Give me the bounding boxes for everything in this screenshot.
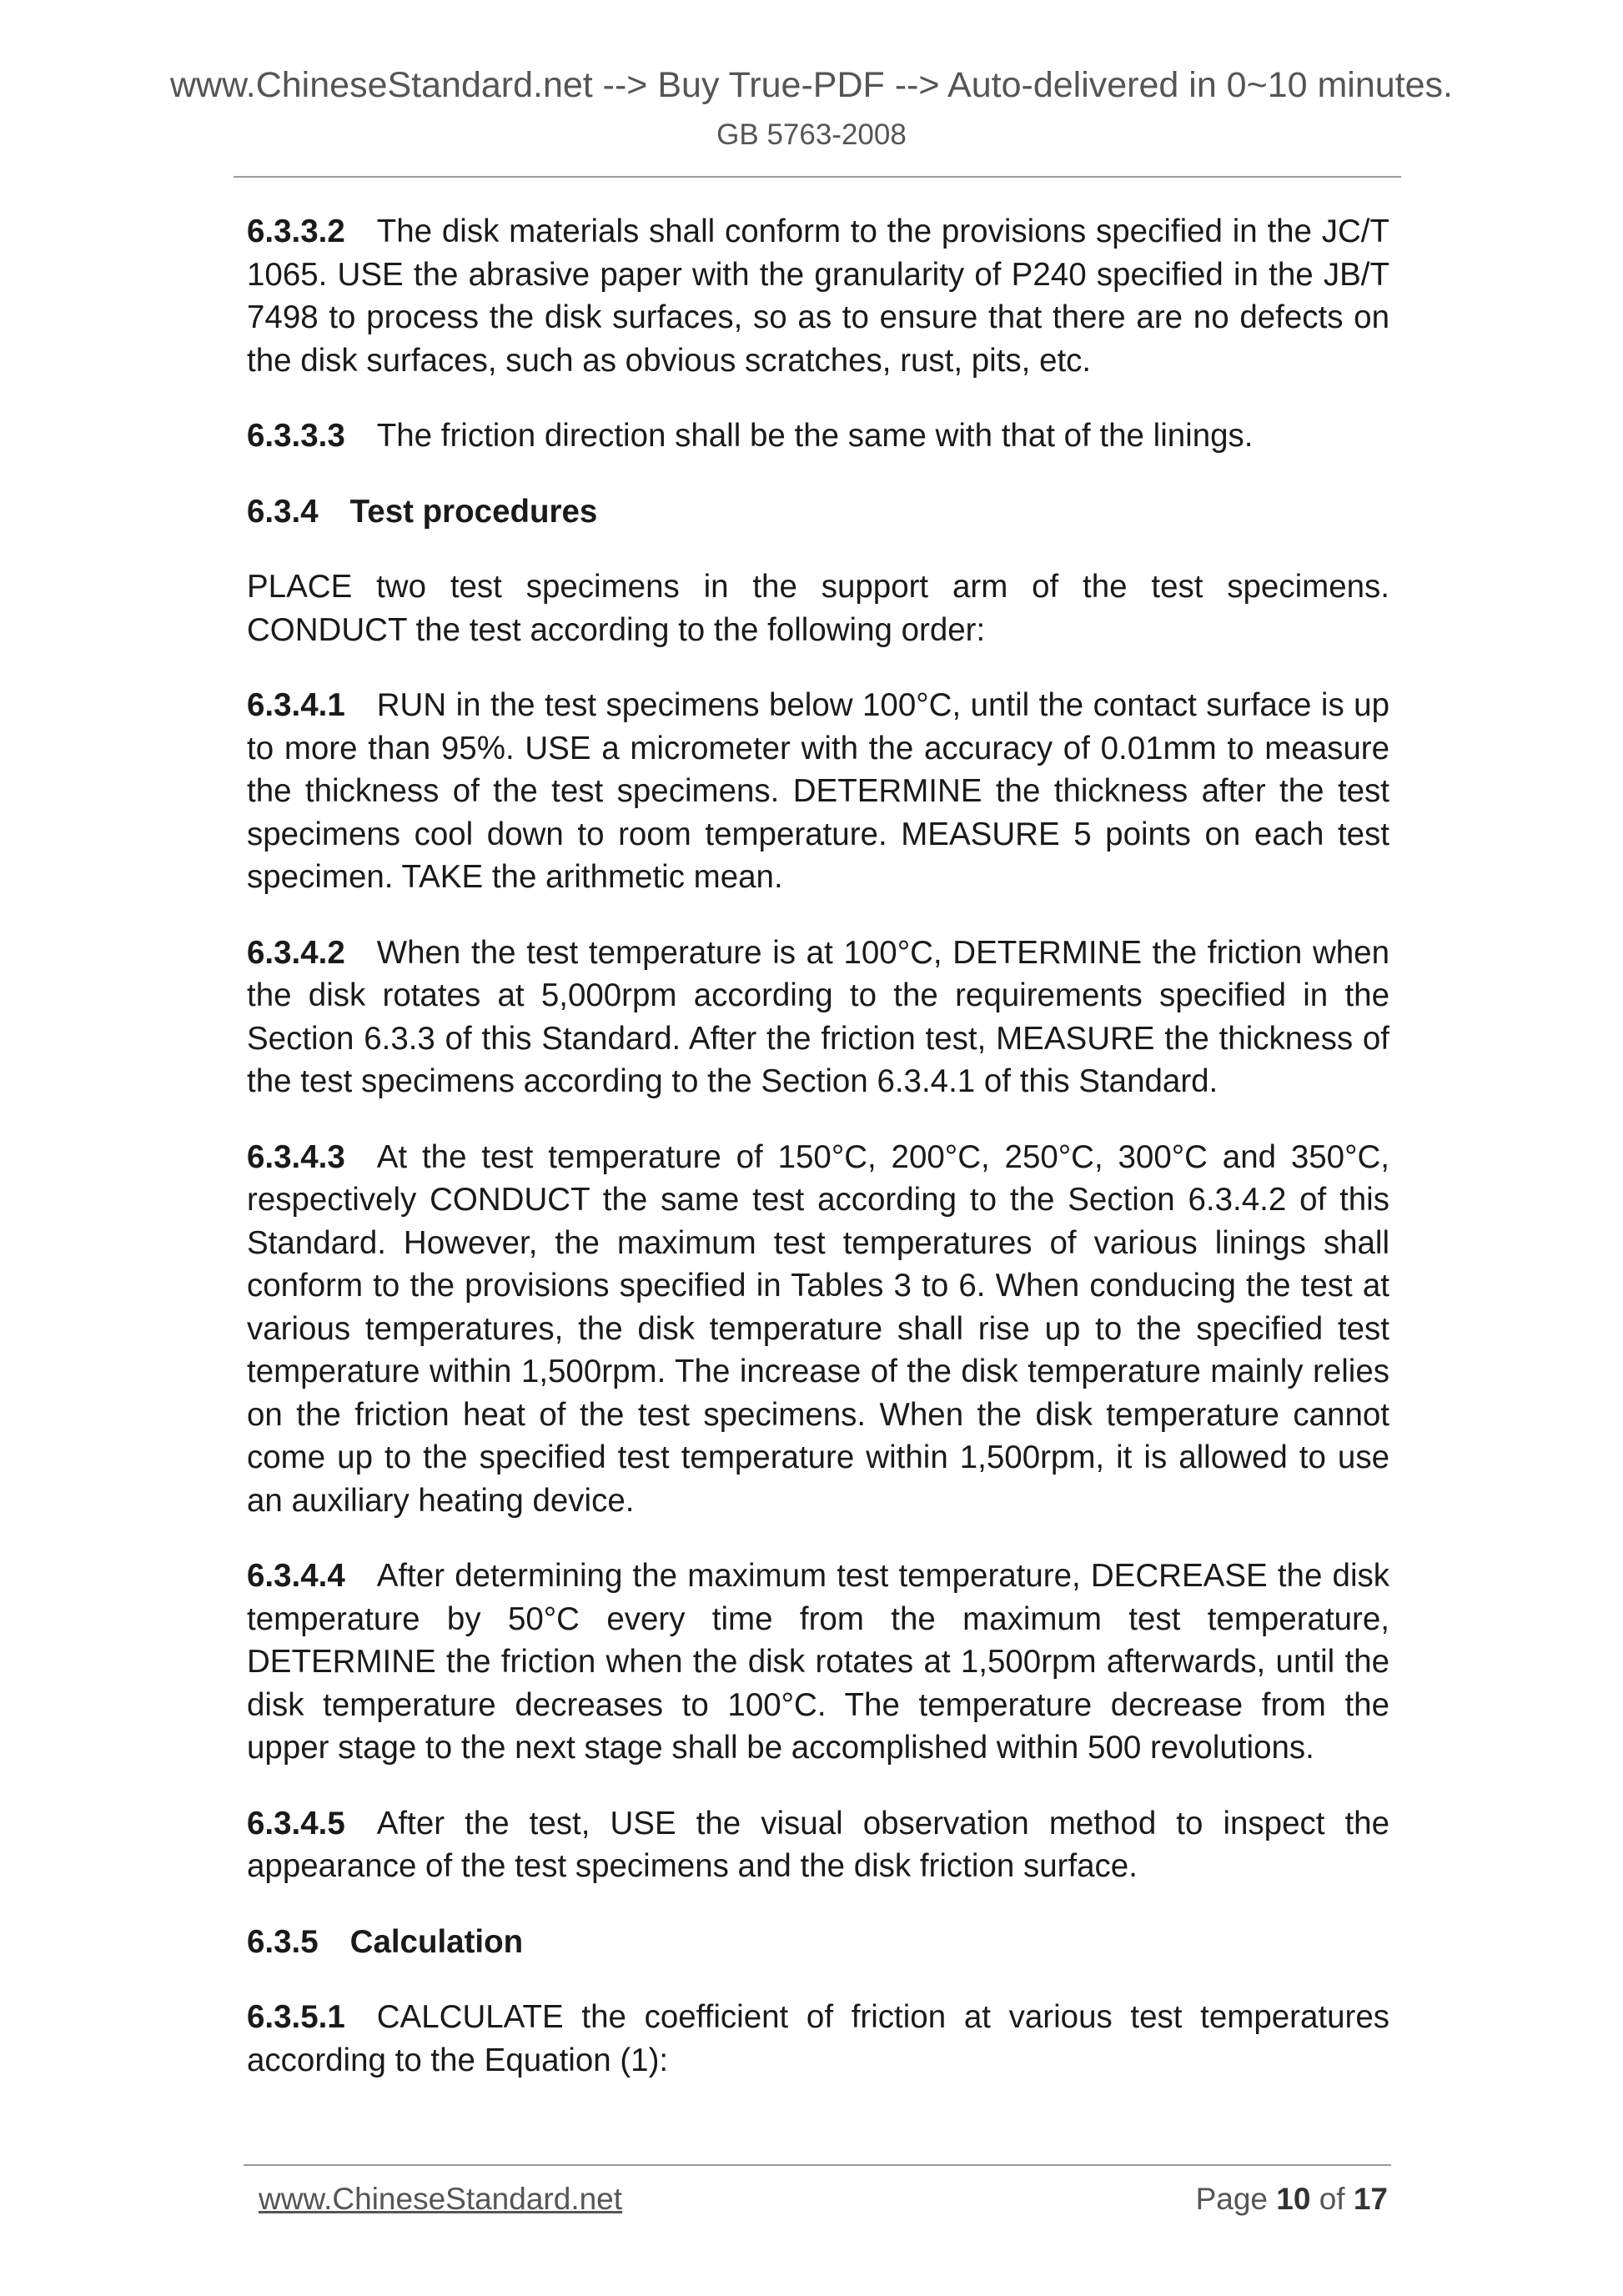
clause-text: The disk materials shall conform to the provisions specified in the JC/T 1065. USE the abrasive paper with the granularity of P240 specified in the JB/T 7498 to process the disk surfaces, so as to ensure that there are no defects on the disk surfaces, such as obvious scratches, rust, pits, etc. bbox=[247, 214, 1389, 379]
document-id: GB 5763-2008 bbox=[716, 118, 907, 151]
page-word: Page bbox=[1195, 2182, 1268, 2216]
footer-site-link[interactable]: www.ChineseStandard.net bbox=[259, 2182, 623, 2216]
heading-test-procedures bbox=[247, 490, 1389, 534]
paragraph-text: PLACE two test specimens in the support arm of the test specimens. CONDUCT the test according to the following order: bbox=[247, 569, 1389, 648]
page-indicator bbox=[1196, 2182, 1388, 2217]
clause-number: 6.3.5.1 bbox=[247, 1999, 345, 2035]
footer-divider bbox=[244, 2164, 1391, 2166]
clause-number: 6.3.4.1 bbox=[247, 687, 345, 723]
header-divider bbox=[234, 176, 1401, 178]
heading-number: 6.3.5 bbox=[247, 1923, 319, 1960]
clause-number: 6.3.4.3 bbox=[247, 1138, 345, 1175]
clause-6-3-4-4 bbox=[247, 1555, 1389, 1770]
intro-paragraph bbox=[247, 565, 1389, 651]
clause-number: 6.3.4.4 bbox=[247, 1558, 345, 1594]
clause-number: 6.3.3.2 bbox=[247, 214, 345, 249]
heading-number: 6.3.4 bbox=[247, 493, 319, 530]
clause-number: 6.3.4.5 bbox=[247, 1805, 345, 1841]
clause-6-3-5-1 bbox=[247, 1996, 1389, 2082]
clause-text: After determining the maximum test temperature, DECREASE the disk temperature by 50°C every time from the maximum test temperature, DETERMINE the friction when the disk rotates at 1,500rpm afterwards, until the disk temperature decreases to 100°C. The temperature decrease from the upper stage to the next stage shall be accomplished within 500 revolutions. bbox=[247, 1558, 1389, 1766]
clause-text: The friction direction shall be the same with that of the linings. bbox=[376, 418, 1254, 454]
clause-6-3-3-2 bbox=[247, 210, 1389, 382]
clause-text: CALCULATE the coefficient of friction at various test temperatures according to the Equation (1): bbox=[247, 1999, 1389, 2078]
clause-6-3-4-5 bbox=[247, 1802, 1389, 1888]
clause-text: After the test, USE the visual observation method to inspect the appearance of the test specimens and the disk friction surface. bbox=[247, 1805, 1389, 1884]
page-number: 10 bbox=[1276, 2182, 1311, 2216]
of-word: of bbox=[1319, 2182, 1345, 2216]
heading-calculation bbox=[247, 1921, 1389, 1964]
heading-text: Calculation bbox=[349, 1923, 524, 1960]
clause-text: When the test temperature is at 100°C, DETERMINE the friction when the disk rotates at 5,000rpm according to the requirements specified in the Section 6.3.3 of this Standard. After the friction test, MEASURE the thickness of the test specimens according to the Section 6.3.4.1 of this Standard. bbox=[247, 934, 1389, 1099]
clause-number: 6.3.3.3 bbox=[247, 418, 345, 454]
header-banner: www.ChineseStandard.net --> Buy True-PDF --> Auto-delivered in 0~10 minutes. bbox=[169, 65, 1453, 105]
page-total: 17 bbox=[1353, 2182, 1388, 2216]
clause-text: RUN in the test specimens below 100°C, until the contact surface is up to more than 95%. USE a micrometer with the accuracy of 0.01mm to measure the thickness of the test specimens. DETERMINE the thickness after the test specimens cool down to room temperature. MEASURE 5 points on each test specimen. TAKE the arithmetic mean. bbox=[247, 687, 1389, 895]
heading-text: Test procedures bbox=[349, 493, 598, 530]
clause-6-3-3-3 bbox=[247, 414, 1389, 458]
clause-6-3-4-3 bbox=[247, 1136, 1389, 1523]
clause-number: 6.3.4.2 bbox=[247, 934, 345, 971]
document-body bbox=[247, 210, 1389, 2114]
clause-text: At the test temperature of 150°C, 200°C, 250°C, 300°C and 350°C, respectively CONDUCT the same test according to the Section 6.3.4.2 of this Standard. However, the maximum test temperatures of various linings shall conform to the provisions specified in Tables 3 to 6. When conducing the test at various temperatures, the disk temperature shall rise up to the specified test temperature within 1,500rpm. The increase of the disk temperature mainly relies on the friction heat of the test specimens. When the disk temperature cannot come up to the specified test temperature within 1,500rpm, it is allowed to use an auxiliary heating device. bbox=[247, 1138, 1389, 1519]
clause-6-3-4-2 bbox=[247, 932, 1389, 1103]
clause-6-3-4-1 bbox=[247, 684, 1389, 899]
